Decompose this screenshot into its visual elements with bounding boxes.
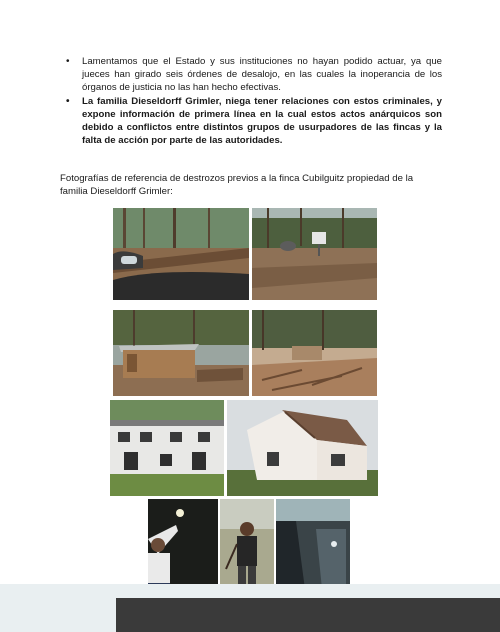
photo-man-standing (220, 499, 274, 597)
bullet-text-1: Lamentamos que el Estado y sus instituciones no hayan podido actuar, ya que jueces han girado seis órdenes de desalojo, en las cuales la inoperancia de los órganos de justicia no las han hecho efectivas. (82, 56, 442, 94)
bullet-item-2 (60, 95, 442, 148)
photo-cleared-field (252, 208, 377, 300)
bullet-text-2: La familia Dieseldorff Grimler, niega tener relaciones con estos criminales, y expone información de primera línea en la cual estos actos anárquicos son debido a conflictos entre distintos grupos de usurpadores de las fincas y la falta de acción por parte de las autoridades. (82, 95, 442, 147)
bullet-item-1 (60, 55, 442, 95)
photo-caption: Fotografías de referencia de destrozos previos a la finca Cubilguitz propiedad de la familia Dieseldorff Grimler: (60, 173, 414, 198)
photo-car-window (276, 499, 350, 597)
bullet-list (60, 55, 442, 147)
photo-wooden-shed (113, 310, 249, 396)
bullet-dot: • (66, 95, 70, 107)
bullet-dot: • (66, 56, 70, 67)
photo-damaged-house (110, 400, 224, 496)
photo-felled-trees-car-view (113, 208, 249, 300)
photo-person-flashlight (148, 499, 218, 597)
photo-debris-field (252, 310, 377, 396)
footer-dark-band (116, 598, 500, 632)
photo-collapsed-roof (227, 400, 378, 496)
